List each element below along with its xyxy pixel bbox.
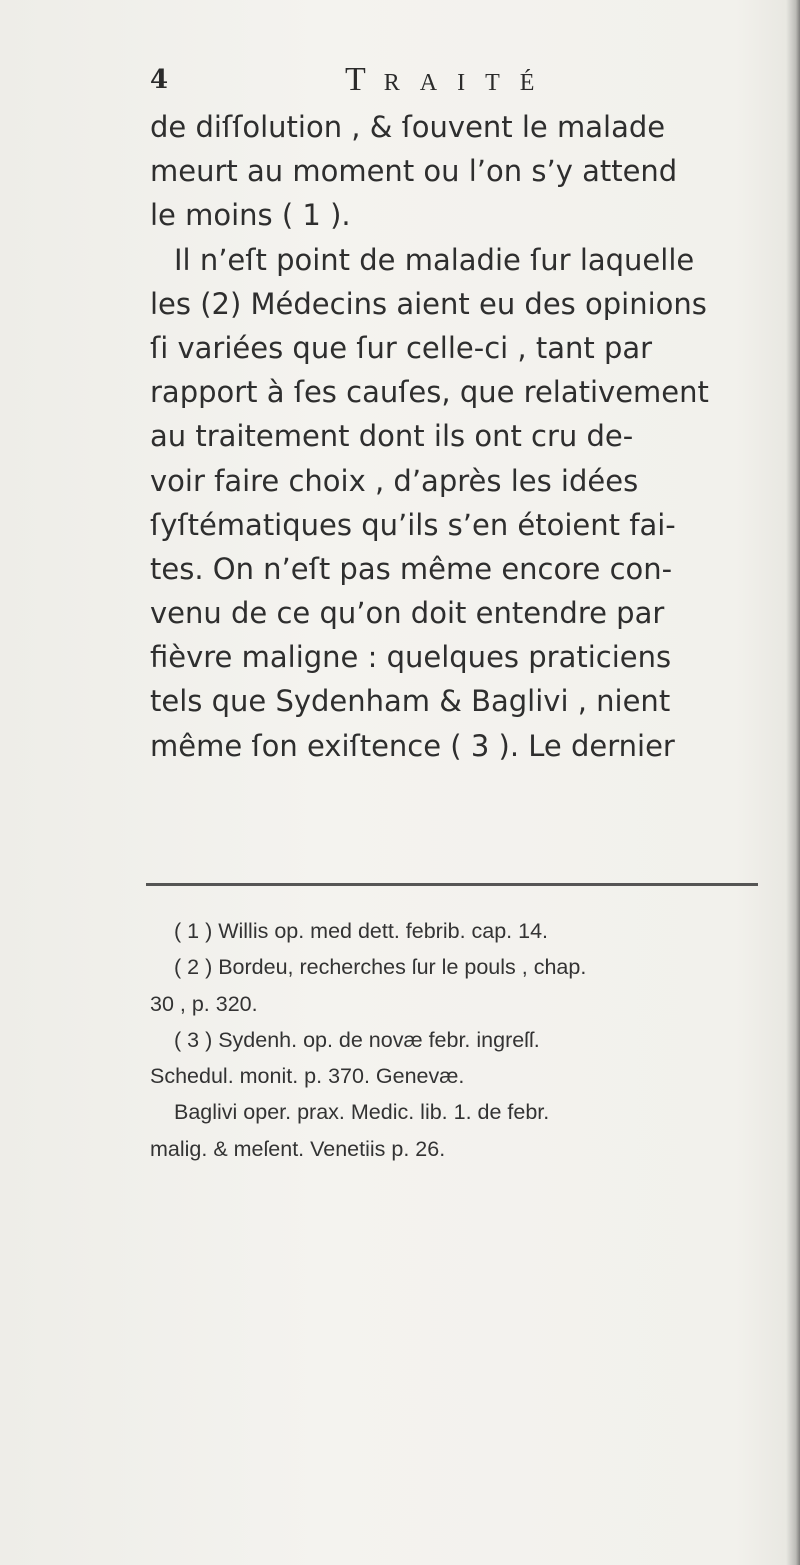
text-line: Il n’eſt point de maladie ſur laquelle — [174, 242, 695, 277]
footnote-separator-rule — [146, 883, 758, 886]
footnote-line: ( 3 ) Sydenh. op. de novæ febr. ingreſſ. — [174, 1027, 540, 1052]
text-line: ſi variées que ſur celle-ci , tant par — [150, 330, 653, 365]
text-line: les (2) Médecins aient eu des opinions — [150, 286, 707, 321]
text-line: tels que Sydenham & Baglivi , nient — [150, 684, 671, 719]
text-line: de diſſolution , & ſouvent le malade — [150, 110, 666, 144]
text-line: le moins ( 1 ). — [150, 198, 351, 233]
page-header — [150, 63, 750, 97]
footnote-line: Schedul. monit. p. 370. Genevæ. — [150, 1064, 465, 1089]
footnote-line: malig. & meſent. Venetiis p. 26. — [150, 1136, 446, 1161]
running-title-initial: T — [345, 61, 384, 98]
text-line: ſyſtématiques qu’ils s’en étoient fai- — [150, 507, 676, 542]
running-title-rest: RAITÉ — [383, 70, 555, 96]
page-number: 4 — [150, 65, 169, 95]
footnotes — [150, 913, 770, 1167]
body-text — [150, 105, 790, 768]
footnote-line: ( 1 ) Willis op. med dett. febrib. cap. 14. — [174, 919, 549, 943]
text-line: rapport à ſes cauſes, que relativement — [150, 375, 709, 410]
text-line: meurt au moment ou l’on s’y attend — [150, 154, 678, 189]
text-line: tes. On n’eſt pas même encore con- — [150, 551, 673, 586]
text-line: au traitement dont ils ont cru de- — [150, 419, 634, 454]
text-line: fièvre maligne : quelques praticiens — [150, 640, 672, 675]
text-line: venu de ce qu’on doit entendre par — [150, 596, 665, 631]
text-line: même ſon exiſtence ( 3 ). Le dernier — [150, 728, 675, 763]
running-title — [345, 63, 554, 100]
footnote-line: ( 2 ) Bordeu, recherches ſur le pouls , chap. — [174, 955, 587, 980]
footnote-line: 30 , p. 320. — [150, 991, 258, 1016]
footnote-line: Baglivi oper. prax. Medic. lib. 1. de febr. — [174, 1100, 550, 1125]
text-line: voir faire choix , d’après les idées — [150, 463, 639, 498]
